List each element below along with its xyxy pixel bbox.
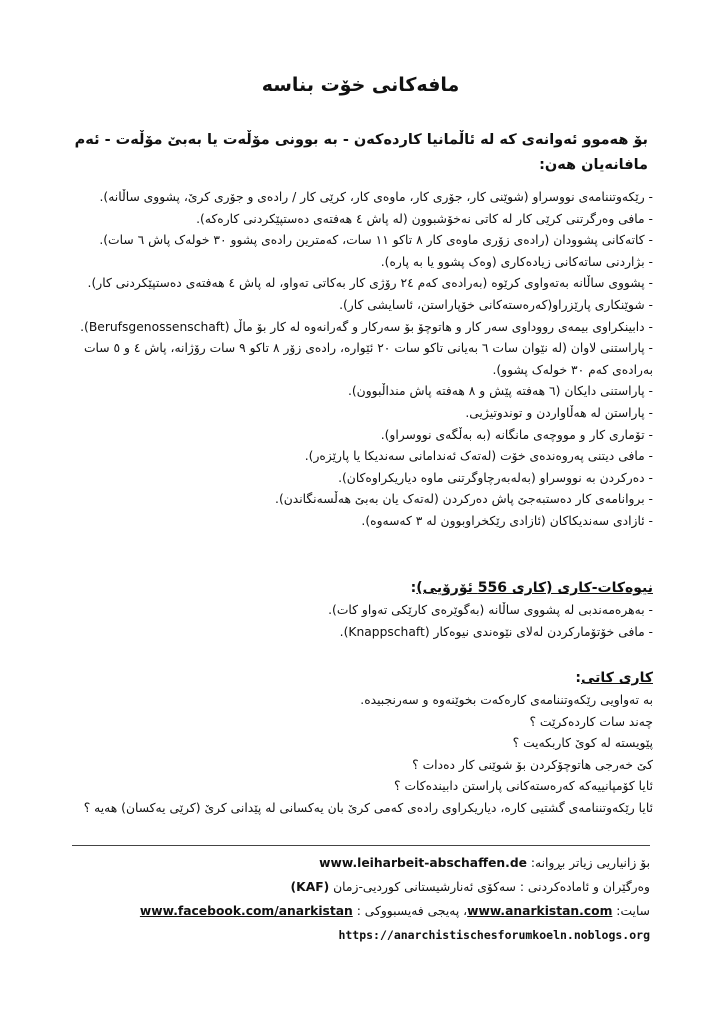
more-info-link[interactable]: www.leiharbeit-abschaffen.de: [319, 856, 527, 870]
list-item: - پاراستنی لاوان (لە نێوان سات ٦ بەیانی تاکو سات ٢٠ ئێوارە، رادەی زۆر ٨ تاکو ٩ سات رۆژانە، پاش ٤ و ٥ سات بەرادەی کەم ٣٠ خولەک پشوو).: [83, 341, 653, 377]
list-item: - پاراستنی دایکان (٦ هەفتە پێش و ٨ هەفتە پاش منداڵبوون).: [347, 384, 653, 399]
credit-org: (KAF): [290, 880, 330, 894]
footer-credit: [70, 877, 650, 897]
more-info-label: بۆ زانیاریی زیاتر بڕوانە:: [526, 856, 650, 870]
list-item: - بژاردنی ساتەکانی زیادەکاری (وەک پشوو یا بە پارە).: [380, 254, 653, 269]
minijob-title-text: نیوەکات-کاری (کاری 556 ئۆرۆیی): [416, 580, 653, 596]
minijob-section-title: [70, 578, 653, 598]
list-item: - بروانامەی کار دەستبەجێ پاش دەرکردن (لەتەک یان بەبێ هەڵسەنگاندن).: [275, 492, 653, 507]
list-item: - ئازادی سەندیکاکان (ئازادی رێکخراوبوون لە ٣ کەسەوە).: [361, 513, 653, 528]
footer-more-info: [70, 853, 650, 873]
list-item: - مافی خۆتۆمارکردن لەلای نێوەندی نیوەکار (Knappschaft).: [339, 624, 653, 639]
list-item: - دابینکراوی بیمەی رووداوی سەر کار و هاتوچۆ بۆ سەرکار و گەرانەوە لە کار بۆ ماڵ (Berufsgenossenschaft).: [80, 319, 653, 334]
site-label: سایت:: [612, 904, 650, 918]
blog-link[interactable]: https://anarchistischesforumkoeln.noblogs.org: [338, 928, 650, 942]
list-item: - پاراستن لە هەڵاواردن و توندوتیژیی.: [465, 405, 653, 420]
site-link[interactable]: www.anarkistan.com: [467, 904, 613, 918]
facebook-link[interactable]: www.facebook.com/anarkistan: [139, 904, 353, 918]
temp-work-section-title: [70, 668, 653, 688]
list-item: - دەرکردن بە نووسراو (بەلەبەرچاوگرتنی ماوە دیاریکراوەکان).: [338, 470, 653, 485]
list-item: - پشووی ساڵانە بەتەواوی کرێوە (بەرادەی کەم ٢٤ رۆژی کار بەکاتی تەواو، لە پاش ٤ هەفتەی دەستپێکردنی کار).: [87, 276, 653, 291]
list-item: - رێکەوتننامەی نووسراو (شوێنی کار، جۆری کار، ماوەی کار، کرێی کار / رادەی و جۆری کرێ، پشووی ساڵانە).: [99, 190, 653, 204]
list-item: - بەهرەمەندبی لە پشووی ساڵانە (بەگوێرەی کارێکی تەواو کات).: [328, 603, 653, 617]
footer-divider: [72, 845, 650, 846]
page-title: مافەکانی خۆت بناسە: [261, 74, 460, 96]
list-item: بە تەواویی رێکەوتننامەی کارەکەت بخوێنەوە و سەرنجبیدە.: [360, 693, 653, 707]
list-item: - مافی دیتنی پەروەندەی خۆت (لەتەک ئەندامانی سەندیکا یا پارێزەر).: [304, 449, 653, 464]
rights-list: [70, 187, 653, 533]
facebook-label: ، پەیجی فەیسبووکی :: [352, 904, 468, 918]
list-item: ئایا رێکەوتننامەی گشتیی کارە، دیاریکراوی رادەی کەمی کرێ بان یەکسانی لە پێدانی کرێ (کرێی یەکسان) هەیە ؟: [83, 800, 653, 815]
list-item: - کاتەکانی پشوودان (رادەی زۆری ماوەی کار ٨ تاکو ١١ سات، کەمترین رادەی پشوو ٣٠ خولەک پاش ٦ سات).: [99, 233, 653, 248]
temp-work-questions: [70, 690, 653, 820]
temp-work-title-colon: :: [575, 670, 582, 686]
list-item: - تۆماری کار و مووچەی مانگانە (بە بەڵگەی نووسراو).: [380, 427, 653, 442]
list-item: - شوێنکاری پارێزراو(کەرەستەکانی خۆپاراستن، ئاسایشی کار).: [339, 297, 653, 312]
list-item: چەند سات کاردەکرێت ؟: [529, 714, 653, 729]
credit-label: وەرگێران و ئامادەکردنی : سەکۆی ئەنارشیستانی کوردیی-زمان: [329, 880, 650, 894]
minijob-list: [70, 600, 653, 643]
list-item: کێ خەرجی هاتوچۆکردن بۆ شوێنی کار دەدات ؟: [412, 757, 653, 772]
minijob-title-colon: :: [410, 580, 417, 596]
temp-work-title-text: کاری کاتی: [581, 670, 653, 686]
list-item: - مافی وەرگرتنی کرێی کار لە کاتی نەخۆشبوون (لە پاش ٤ هەفتەی دەستپێکردنی کارەکە).: [196, 211, 653, 226]
intro-heading: بۆ هەموو ئەوانەی کە لە ئاڵمانیا کاردەکەن - بە بوونی مۆڵەت یا بەبێ مۆڵەت - ئەم مافانەیان هەن:: [74, 132, 648, 173]
list-item: پێویستە لە کوێ کاربکەیت ؟: [512, 736, 653, 751]
list-item: ئایا کۆمپانییەکە کەرەستەکانی پاراستن دابیندەکات ؟: [394, 779, 653, 794]
footer-sites: [70, 901, 650, 921]
